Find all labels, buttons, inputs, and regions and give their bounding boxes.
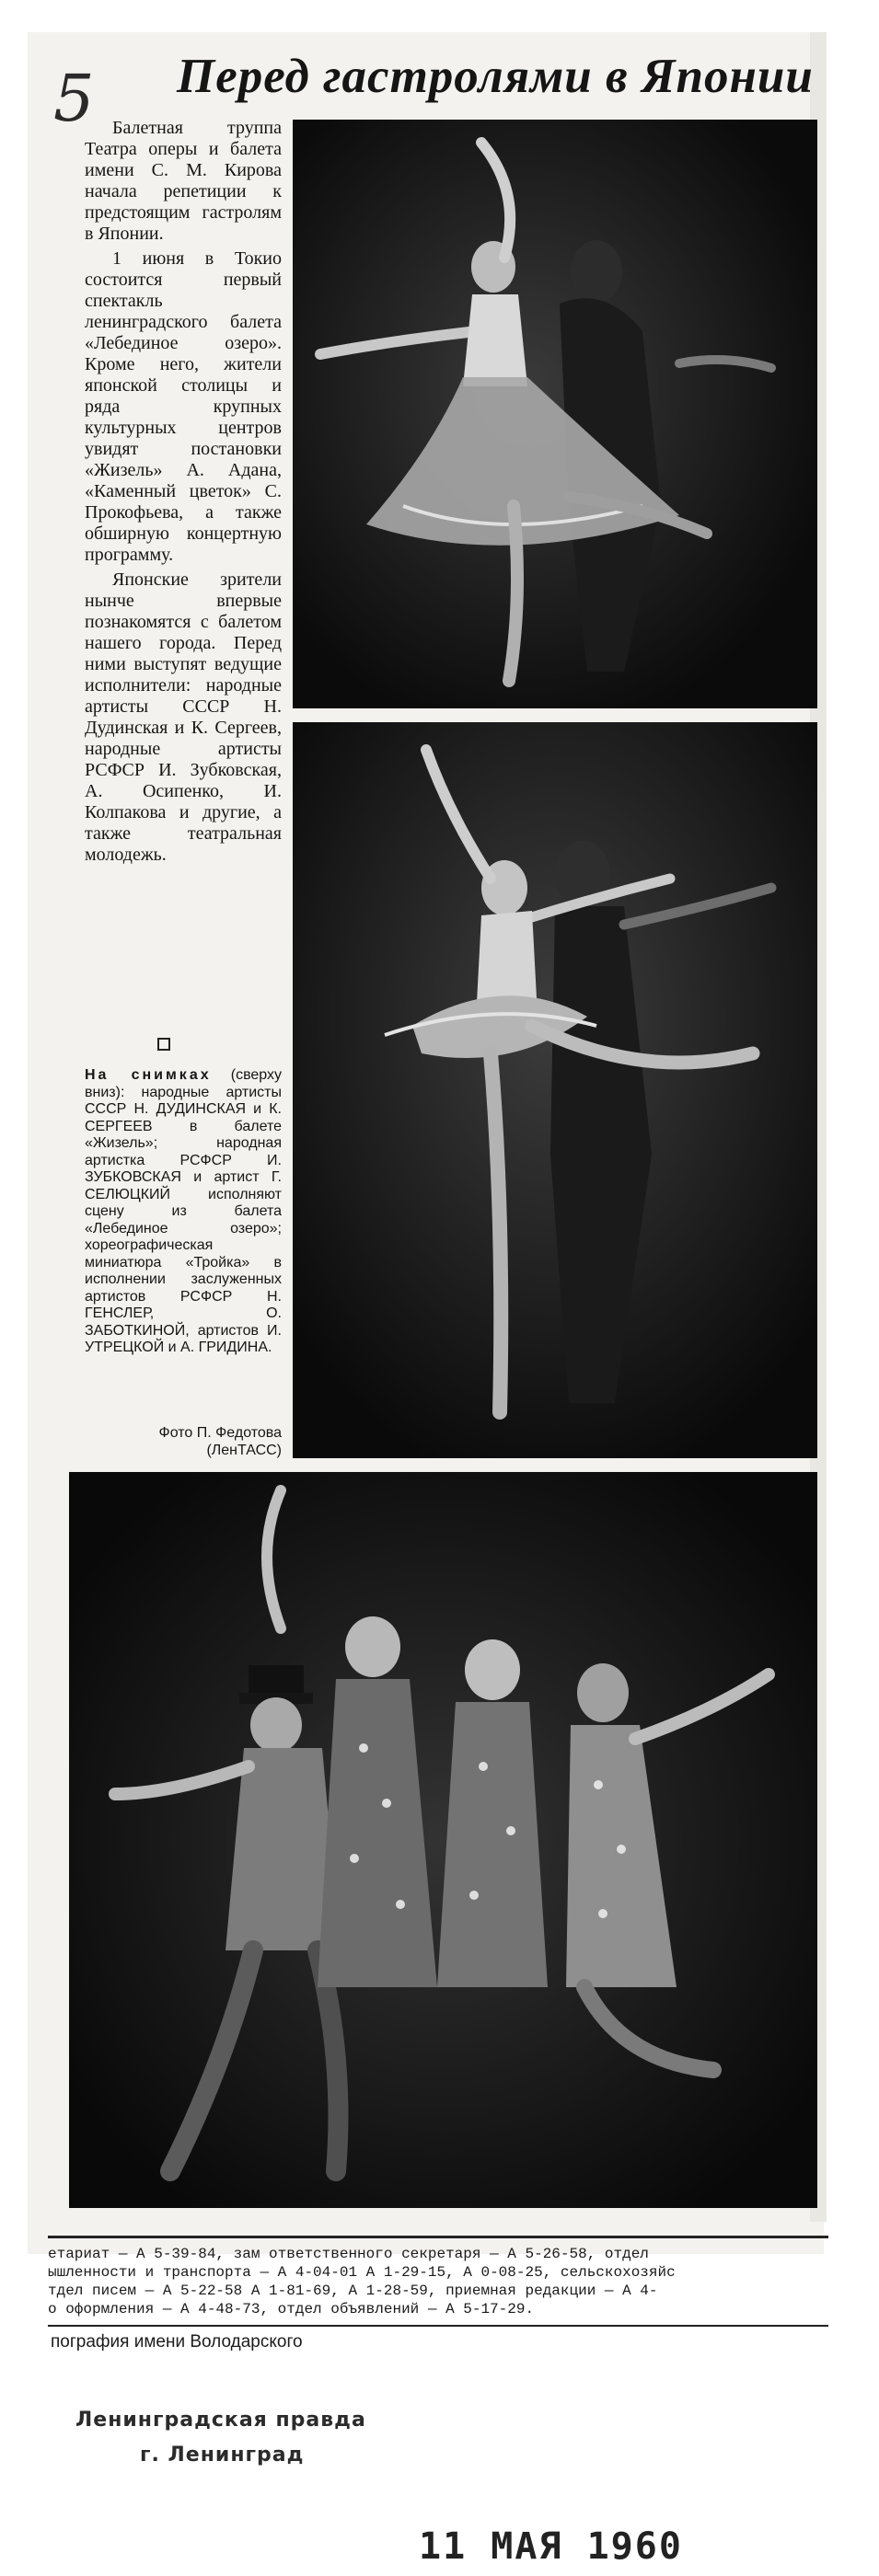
footer-contacts (48, 2245, 828, 2324)
headline: Перед гастролями в Японии (177, 50, 814, 103)
article-paragraph: Японские зрители нынче впервые познакомятся с балетом нашего города. Перед ними выступят ведущие исполнители: народные артисты СССР Н. Дудинская и К. Сергеев, народные артисты РСФСР И. Зубковская, А. Осипенко, И. Колпакова и другие, а также театральная молодежь. (85, 569, 282, 865)
print-shop-line: пография имени Володарского (51, 2332, 303, 2352)
date-stamp: 11 МАЯ 1960 (419, 2525, 683, 2568)
handwritten-number: 5 (53, 61, 95, 136)
photo-swan-lake (293, 722, 817, 1458)
footer-line: ышленности и транспорта — А 4-04-01 А 1-29-15, А 0-08-25, сельскохозяйс (48, 2264, 676, 2281)
stamp-newspaper-name: Ленинградская правда (75, 2409, 366, 2432)
caption-lead: На снимках (85, 1067, 212, 1083)
caption-text: (сверху вниз): народные артисты СССР Н. ДУДИНСКАЯ и К. СЕРГЕЕВ в балете «Жизель»; народная артистка РСФСР И. ЗУБКОВСКАЯ и артист Г. СЕЛЮЦКИЙ исполняют сцену из балета «Лебединое озеро»; хореографическая миниатюра «Тройка» в исполнении заслуженных артистов РСФСР Н. ГЕНСЛЕР, О. ЗАБОТКИНОЙ, артистов И. УТРЕЦКОЙ и А. ГРИДИНА. (85, 1067, 282, 1355)
footer-bottom-rule (48, 2325, 828, 2327)
footer-top-rule (48, 2236, 828, 2238)
newspaper-stamp (75, 2403, 366, 2473)
article-paragraph: 1 июня в Токио состоится первый спектакль ленинградского балета «Лебединое озеро». Кроме него, жители японской столицы и ряда крупных культурных центров увидят постановки «Жизель» А. Адана, «Каменный цветок» С. Прокофьева, а также обширную концертную программу. (85, 248, 282, 565)
photo-troika (69, 1472, 817, 2208)
footer-line: тдел писем — А 5-22-58 А 1-81-69, А 1-28-59, приемная редакции — А 4- (48, 2283, 658, 2299)
footer-line: о оформления — А 4-48-73, отдел объявлений — А 5-17-29. (48, 2301, 535, 2317)
photo-credit-author: Фото П. Федотова (158, 1425, 282, 1441)
stamp-city: г. Ленинград (140, 2444, 305, 2467)
article-body (85, 118, 282, 869)
section-ornament-icon (157, 1038, 170, 1051)
article-paragraph: Балетная труппа Театра оперы и балета имени С. М. Кирова начала репетиции к предстоящим гастролям в Японии. (85, 118, 282, 244)
ballet-duet-photo-icon (293, 722, 817, 1458)
photo-caption (85, 1067, 282, 1357)
photo-credit-agency: (ЛенТАСС) (206, 1443, 282, 1458)
footer-line: етариат — А 5-39-84, зам ответственного секретаря — А 5-26-58, отдел (48, 2246, 649, 2262)
photo-credit (85, 1424, 282, 1459)
dance-trio-photo-icon (69, 1472, 817, 2208)
ballet-duet-photo-icon (293, 120, 817, 708)
photo-zhizel (293, 120, 817, 708)
